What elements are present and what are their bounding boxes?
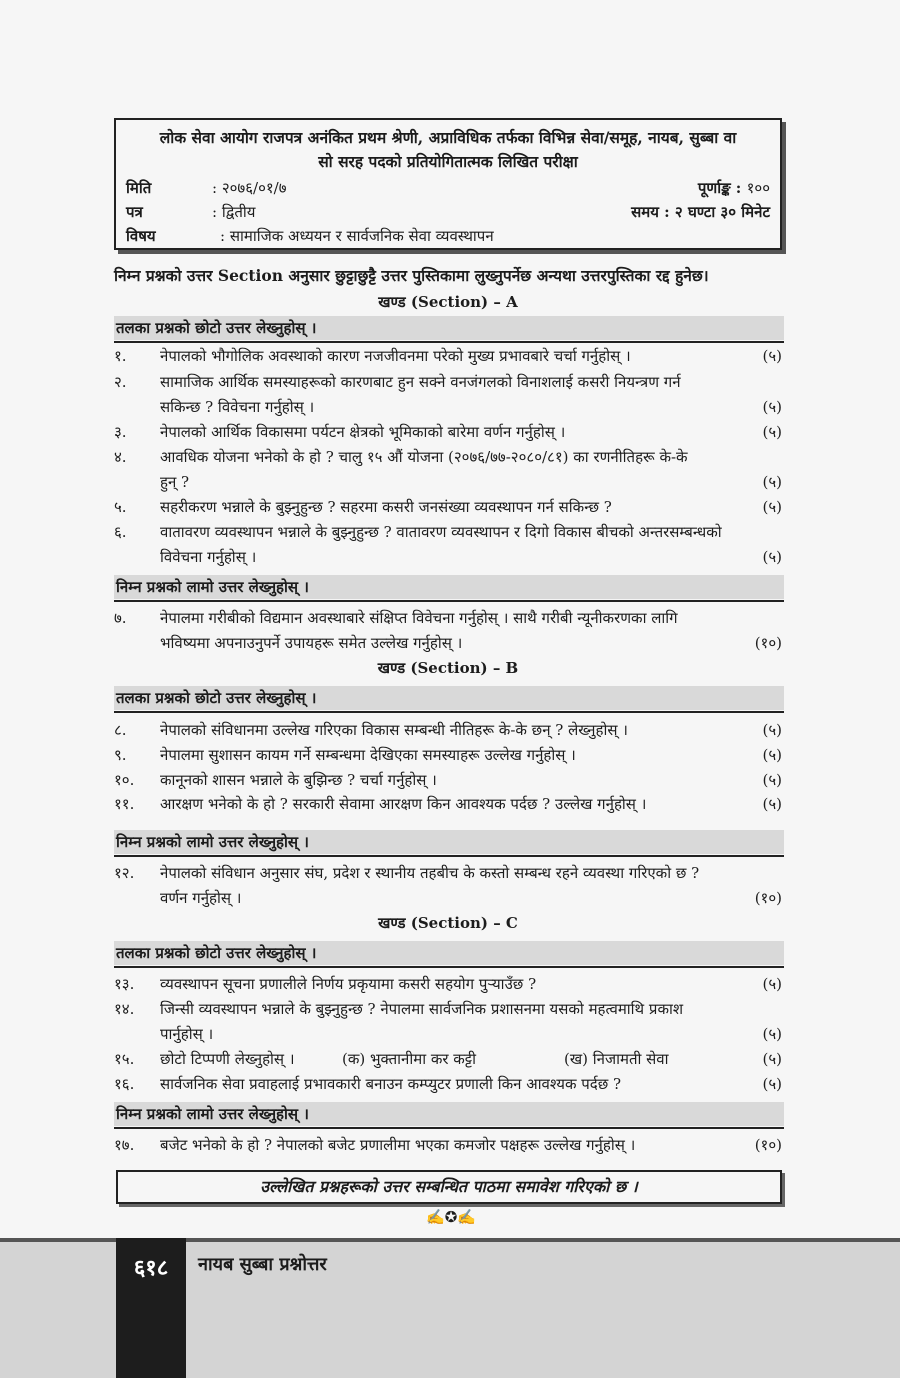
instruction-text: निम्न प्रश्नको उत्तर Section अनुसार छुट्टाछुट्टै उत्तर पुस्तिकामा लुख्नुपर्नेछ अन्यथा उत्तरपुस्तिका रद्द हुनेछ। — [114, 266, 709, 285]
question-text: नेपालको आर्थिक विकासमा पर्यटन क्षेत्रको भूमिकाको बारेमा वर्णन गर्नुहोस् । — [160, 423, 566, 441]
paper-label: पत्र — [126, 203, 143, 221]
question-marks: (१०) — [754, 634, 782, 652]
question-number: ७. — [114, 609, 127, 627]
paper-row — [126, 200, 770, 224]
date-value: : २०७६/०१/७ — [212, 179, 287, 197]
question-marks: (५) — [762, 1075, 782, 1093]
question-text: आवधिक योजना भनेको के हो ? चालु १५ औं योजना (२०७६/७७-२०८०/८१) का रणनीतिहरू के-के — [160, 448, 688, 466]
question-text: छोटो टिप्पणी लेख्नुहोस् । — [160, 1050, 295, 1068]
question-marks: (१०) — [754, 889, 782, 907]
question-number: ५. — [114, 498, 127, 516]
question-number: १७. — [114, 1136, 135, 1154]
question-text: सहरीकरण भन्नाले के बुझ्नुहुन्छ ? सहरमा कसरी जनसंख्या व्यवस्थापन गर्न सकिन्छ ? — [160, 498, 612, 516]
question-15-option-b: (ख) निजामती सेवा — [564, 1050, 669, 1068]
exam-title-line1: लोक सेवा आयोग राजपत्र अनंकित प्रथम श्रेणी, अप्राविधिक तर्फका विभिन्न सेवा/समूह, नायब, सुब्बा वा — [159, 128, 737, 147]
question-number: १३. — [114, 975, 135, 993]
question-text: पार्नुहोस् । — [160, 1025, 214, 1043]
question-marks: (५) — [762, 795, 782, 813]
question-number: ८. — [114, 721, 127, 739]
question-number: १६. — [114, 1075, 135, 1093]
question-marks: (५) — [762, 548, 782, 566]
full-marks-value: १०० — [746, 179, 770, 197]
question-marks: (५) — [762, 1025, 782, 1043]
subject-label: विषय — [126, 227, 156, 245]
page-number: ६१८ — [133, 1255, 169, 1281]
question-text: कानूनको शासन भन्नाले के बुझिन्छ ? चर्चा गर्नुहोस् । — [160, 771, 437, 789]
long-answer-heading-a: निम्न प्रश्नको लामो उत्तर लेख्नुहोस् । — [114, 575, 784, 599]
long-answer-heading-c: निम्न प्रश्नको लामो उत्तर लेख्नुहोस् । — [114, 1102, 784, 1126]
question-marks: (५) — [762, 746, 782, 764]
question-text: हुन् ? — [160, 473, 190, 491]
subject-value: : सामाजिक अध्ययन र सार्वजनिक सेवा व्यवस्थापन — [220, 227, 494, 245]
ornament-icon: ✍✪✍ — [426, 1208, 476, 1226]
question-marks: (५) — [762, 498, 782, 516]
section-b-title: खण्ड (Section) – B — [377, 659, 519, 677]
section-a-title: खण्ड (Section) – A — [378, 293, 518, 311]
question-number: ३. — [114, 423, 127, 441]
question-text: नेपालमा गरीबीको विद्यमान अवस्थाबारे संक्षिप्त विवेचना गर्नुहोस् । साथै गरीबी न्यूनीकरणका लागि — [160, 609, 678, 627]
date-label: मिति — [126, 179, 152, 197]
question-number: ११. — [114, 795, 135, 813]
time-label: समय : — [631, 203, 670, 221]
question-marks: (५) — [762, 975, 782, 993]
question-marks: (५) — [762, 398, 782, 416]
question-number: ९. — [114, 746, 127, 764]
question-text: जिन्सी व्यवस्थापन भन्नाले के बुझ्नुहुन्छ ? नेपालमा सार्वजनिक प्रशासनमा यसको महत्वमाथि प्रकाश — [160, 1000, 684, 1018]
question-number: १४. — [114, 1000, 135, 1018]
question-marks: (५) — [762, 721, 782, 739]
page-number-box — [116, 1238, 186, 1378]
book-title: नायब सुब्बा प्रश्नोत्तर — [198, 1254, 327, 1275]
long-answer-heading-b: निम्न प्रश्नको लामो उत्तर लेख्नुहोस् । — [114, 830, 784, 854]
question-marks: (५) — [762, 771, 782, 789]
time-value: २ घण्टा ३० मिनेट — [674, 203, 770, 221]
exam-title-line2: सो सरह पदको प्रतियोगितात्मक लिखित परीक्षा — [318, 152, 578, 171]
note-box: उल्लेखित प्रश्नहरूको उत्तर सम्बन्धित पाठमा समावेश गरिएको छ । — [116, 1170, 782, 1204]
question-text: सामाजिक आर्थिक समस्याहरूको कारणबाट हुन सक्ने वनजंगलको विनाशलाई कसरी नियन्त्रण गर्न — [160, 373, 681, 391]
full-marks — [698, 176, 770, 200]
time — [631, 200, 770, 224]
question-marks: (५) — [762, 473, 782, 491]
question-text: वातावरण व्यवस्थापन भन्नाले के बुझ्नुहुन्छ ? वातावरण व्यवस्थापन र दिगो विकास बीचको अन्तरसम्बन्धको — [160, 523, 722, 541]
question-text: नेपालमा सुशासन कायम गर्ने सम्बन्धमा देखिएका समस्याहरू उल्लेख गर्नुहोस् । — [160, 746, 576, 764]
full-marks-label: पूर्णाङ्क : — [697, 179, 742, 197]
question-marks: (५) — [762, 1050, 782, 1068]
question-text: नेपालको भौगोलिक अवस्थाको कारण नजजीवनमा परेको मुख्य प्रभावबारे चर्चा गर्नुहोस् । — [160, 347, 631, 365]
question-marks: (५) — [762, 347, 782, 365]
question-15-option-a: (क) भुक्तानीमा कर कट्टी — [342, 1050, 477, 1068]
question-marks: (१०) — [754, 1136, 782, 1154]
short-answer-heading-c: तलका प्रश्नको छोटो उत्तर लेख्नुहोस् । — [114, 941, 784, 965]
exam-header-box — [114, 118, 782, 250]
question-number: १२. — [114, 864, 135, 882]
question-number: १. — [114, 347, 127, 365]
question-number: २. — [114, 373, 127, 391]
paper-value: : द्वितीय — [212, 203, 256, 221]
question-text: बजेट भनेको के हो ? नेपालको बजेट प्रणालीमा भएका कमजोर पक्षहरू उल्लेख गर्नुहोस् । — [160, 1136, 636, 1154]
subject-row — [126, 224, 770, 248]
question-number: ६. — [114, 523, 127, 541]
date-row — [126, 176, 770, 200]
question-number: ४. — [114, 448, 127, 466]
question-text: सार्वजनिक सेवा प्रवाहलाई प्रभावकारी बनाउन कम्प्युटर प्रणाली किन आवश्यक पर्दछ ? — [160, 1075, 622, 1093]
section-c-title: खण्ड (Section) – C — [378, 914, 518, 932]
short-answer-heading-a: तलका प्रश्नको छोटो उत्तर लेख्नुहोस् । — [114, 316, 784, 340]
question-marks: (५) — [762, 423, 782, 441]
question-text: भविष्यमा अपनाउनुपर्ने उपायहरू समेत उल्लेख गर्नुहोस् । — [160, 634, 463, 652]
question-text: वर्णन गर्नुहोस् । — [160, 889, 242, 907]
question-text: नेपालको संविधानमा उल्लेख गरिएका विकास सम्बन्धी नीतिहरू के-के छन् ? लेख्नुहोस् । — [160, 721, 628, 739]
exam-title — [126, 126, 770, 174]
question-number: १०. — [114, 771, 135, 789]
question-text: विवेचना गर्नुहोस् । — [160, 548, 257, 566]
question-text: आरक्षण भनेको के हो ? सरकारी सेवामा आरक्षण किन आवश्यक पर्दछ ? उल्लेख गर्नुहोस् । — [160, 795, 647, 813]
page-footer — [0, 1238, 900, 1378]
question-text: नेपालको संविधान अनुसार संघ, प्रदेश र स्थानीय तहबीच के कस्तो सम्बन्ध रहने व्यवस्था गरिएको छ ? — [160, 864, 700, 882]
question-text: सकिन्छ ? विवेचना गर्नुहोस् । — [160, 398, 315, 416]
question-text: व्यवस्थापन सूचना प्रणालीले निर्णय प्रकृयामा कसरी सहयोग पुऱ्याउँछ ? — [160, 975, 537, 993]
short-answer-heading-b: तलका प्रश्नको छोटो उत्तर लेख्नुहोस् । — [114, 686, 784, 710]
question-number: १५. — [114, 1050, 135, 1068]
